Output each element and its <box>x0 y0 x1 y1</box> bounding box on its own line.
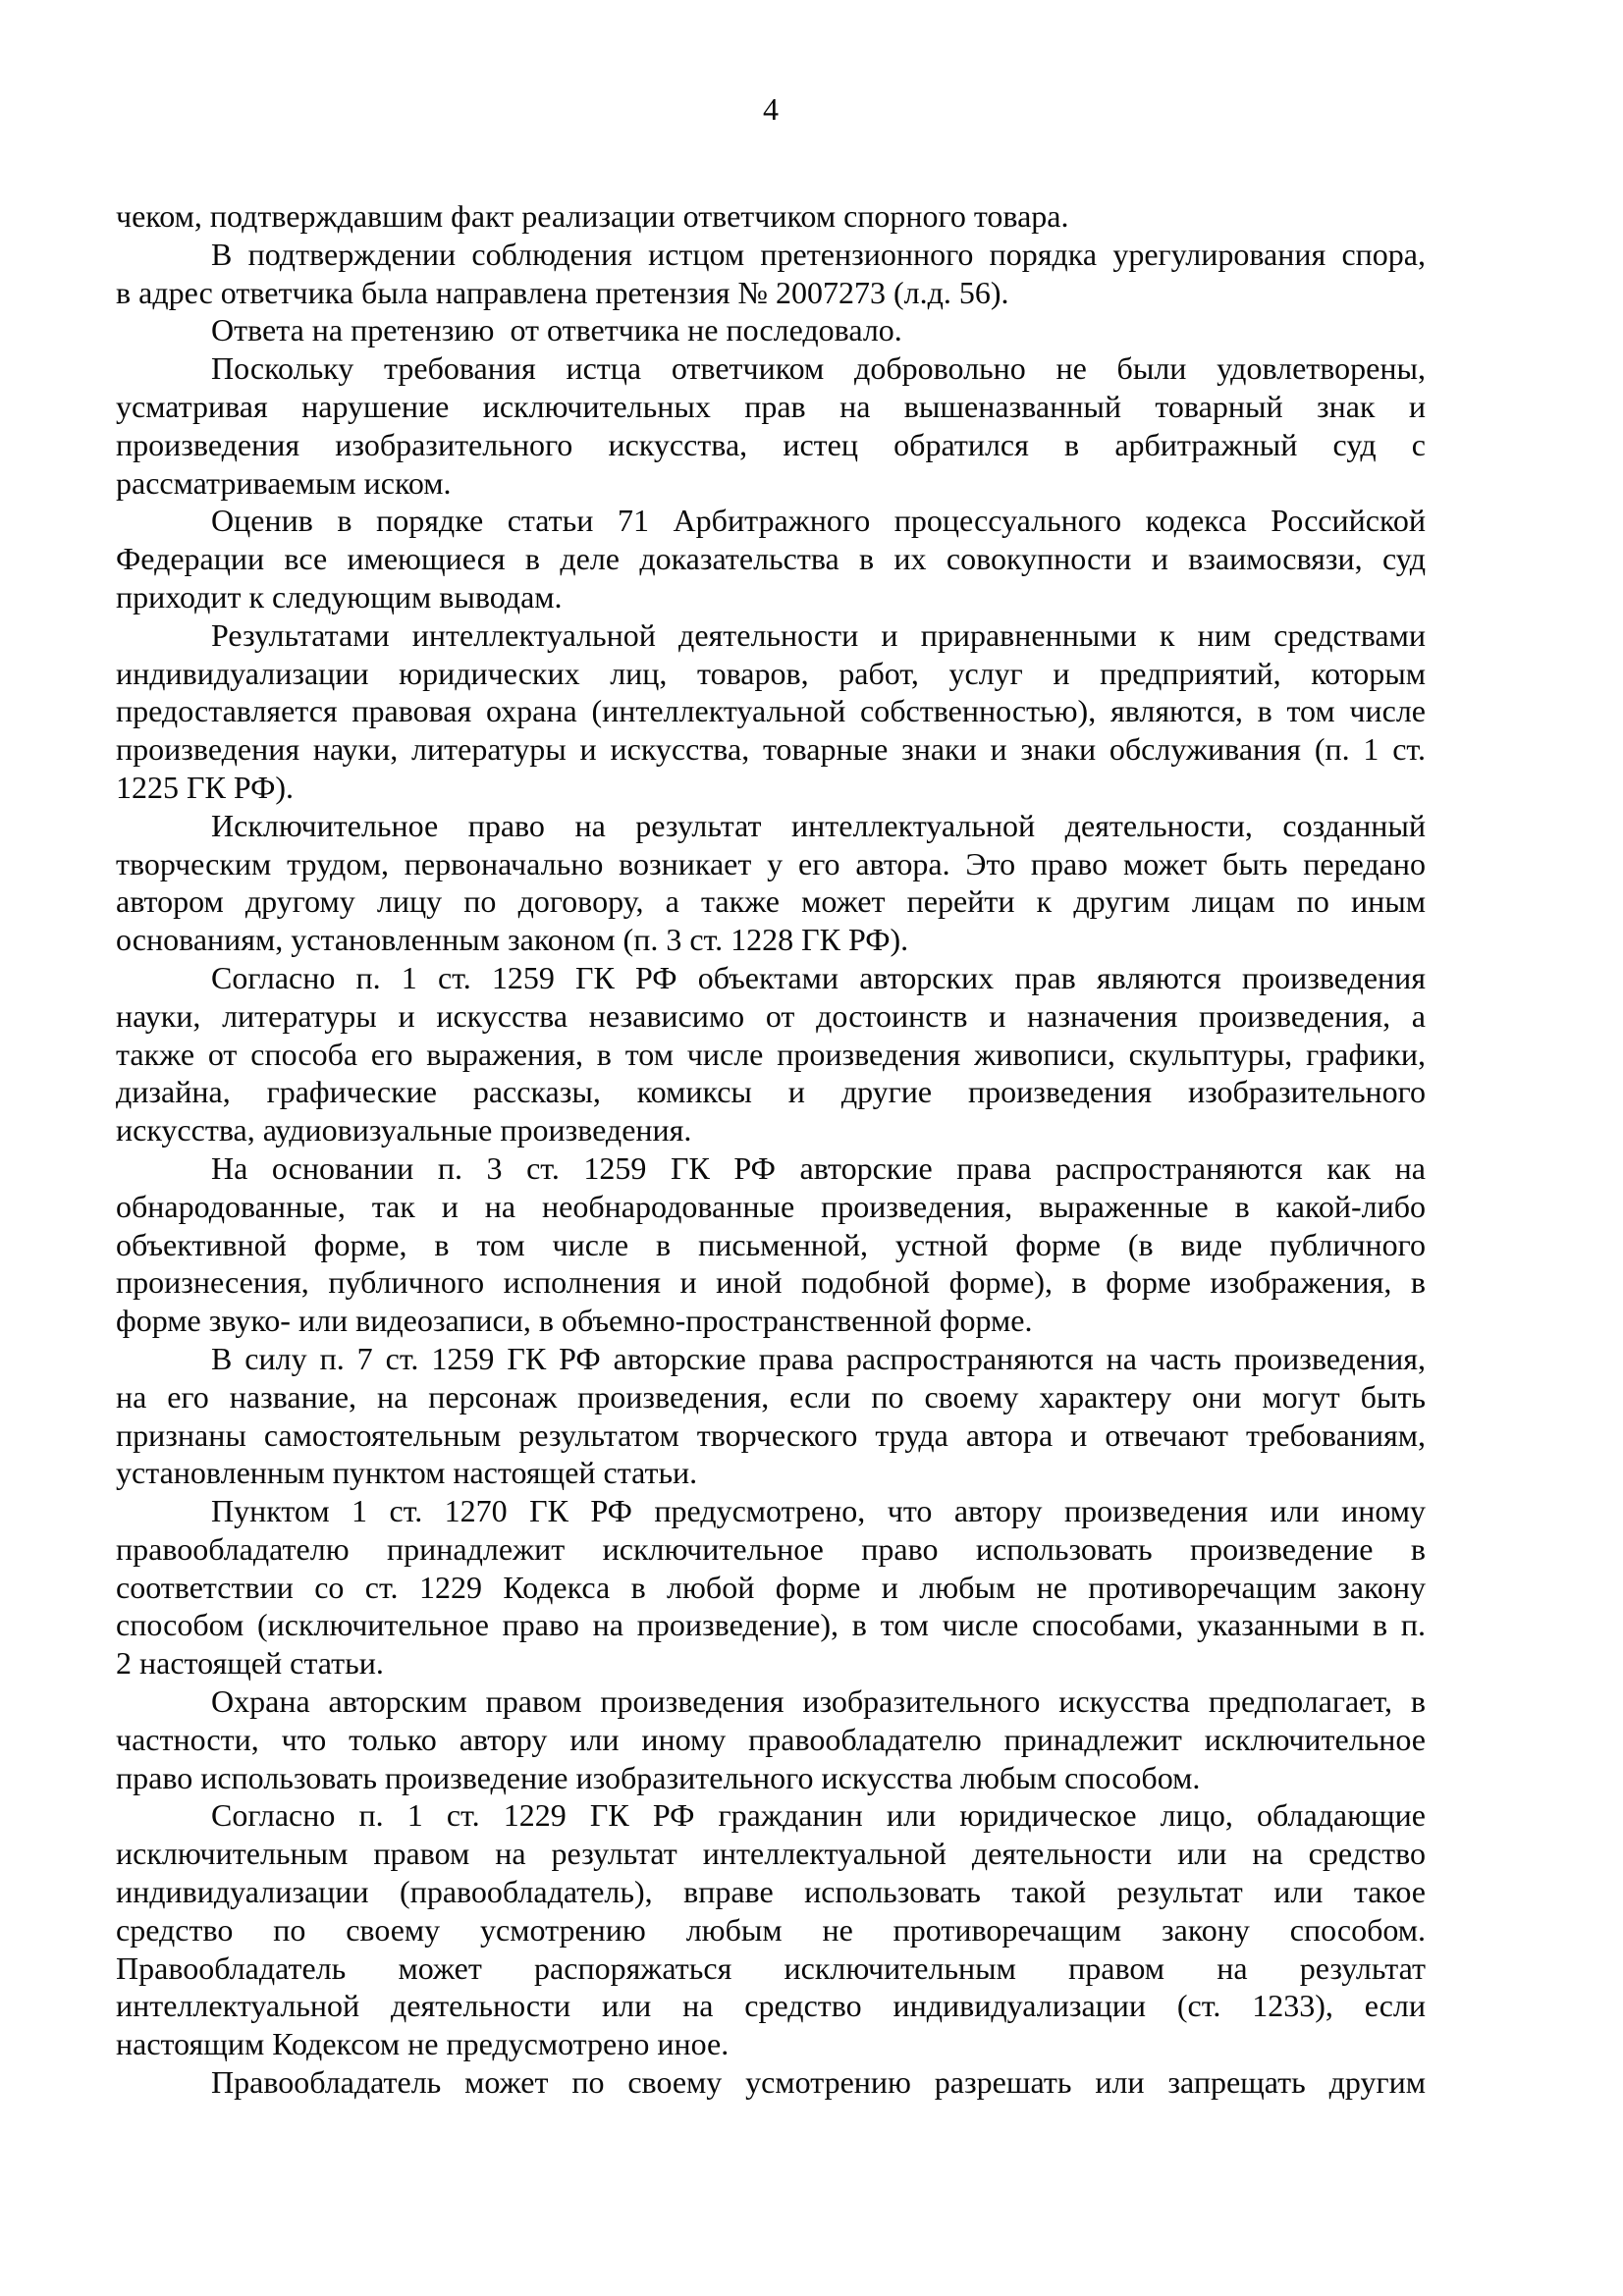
paragraph <box>116 1492 1426 1682</box>
text-line: также от способа его выражения, в том числе произведения живописи, скульптуры, графики, <box>116 1036 1426 1072</box>
text-line: Правообладатель может распоряжаться исключительным правом на результат <box>116 1949 1426 1986</box>
paragraph <box>116 807 1426 959</box>
text-line: На основании п. 3 ст. 1259 ГК РФ авторские права распространяются как на <box>211 1149 1426 1186</box>
paragraph <box>116 1796 1426 2063</box>
paragraph <box>116 349 1426 502</box>
text-line: индивидуализации юридических лиц, товаров, работ, услуг и предприятий, которым <box>116 655 1426 691</box>
text-line: творческим трудом, первоначально возникает у его автора. Это право может быть передано <box>116 845 1426 881</box>
paragraph <box>116 2063 1426 2102</box>
text-line: Федерации все имеющиеся в деле доказательства в их совокупности и взаимосвязи, суд <box>116 541 1426 577</box>
paragraph <box>116 311 1426 349</box>
text-line: Пунктом 1 ст. 1270 ГК РФ предусмотрено, что автору произведения или иному <box>211 1493 1426 1529</box>
paragraph <box>116 502 1426 615</box>
paragraph <box>116 1149 1426 1340</box>
text-line: интеллектуальной деятельности или на средство индивидуализации (ст. 1233), если <box>116 1988 1426 2024</box>
paragraph <box>116 236 1426 312</box>
text-line: установленным пунктом настоящей статьи. <box>116 1455 698 1491</box>
text-line: Оценив в порядке статьи 71 Арбитражного процессуального кодекса Российской <box>211 503 1426 539</box>
text-line: средство по своему усмотрению любым не противоречащим закону способом. <box>116 1911 1426 1948</box>
paragraph <box>116 959 1426 1149</box>
text-line: искусства, аудиовизуальные произведения. <box>116 1112 692 1148</box>
text-line: предоставляется правовая охрана (интеллектуальной собственностью), являются, в том числе <box>116 693 1426 729</box>
text-line: в адрес ответчика была направлена претензия № 2007273 (л.д. 56). <box>116 274 1009 310</box>
text-line: на его название, на персонаж произведения, если по своему характеру они могут быть <box>116 1378 1426 1415</box>
text-line: способом (исключительное право на произведение), в том числе способами, указанными в п. <box>116 1607 1426 1643</box>
text-line: настоящим Кодексом не предусмотрено иное. <box>116 2026 730 2062</box>
text-line: Ответа на претензию от ответчика не последовало. <box>211 312 902 348</box>
text-line: основаниям, установленным законом (п. 3 ст. 1228 ГК РФ). <box>116 922 909 958</box>
page-number: 4 <box>763 91 779 127</box>
text-line: В подтверждении соблюдения истцом претензионного порядка урегулирования спора, <box>211 236 1426 272</box>
paragraph <box>116 616 1426 807</box>
paragraph <box>116 1340 1426 1492</box>
text-line: частности, что только автору или иному правообладателю принадлежит исключительное <box>116 1721 1426 1757</box>
text-line: Правообладатель может по своему усмотрению разрешать или запрещать другим <box>211 2064 1426 2101</box>
text-line: Исключительное право на результат интеллектуальной деятельности, созданный <box>211 807 1426 843</box>
text-line: приходит к следующим выводам. <box>116 578 563 614</box>
text-line: автором другому лицу по договору, а также может перейти к другим лицам по иным <box>116 883 1426 920</box>
text-line: Согласно п. 1 ст. 1259 ГК РФ объектами авторских прав являются произведения <box>211 959 1426 995</box>
text-line: дизайна, графические рассказы, комиксы и другие произведения изобразительного <box>116 1074 1426 1110</box>
paragraph <box>116 1682 1426 1796</box>
text-line: форме звуко- или видеозаписи, в объемно-пространственной форме. <box>116 1303 1033 1339</box>
text-line: Поскольку требования истца ответчиком добровольно не были удовлетворены, <box>211 350 1426 387</box>
text-line: Результатами интеллектуальной деятельности и приравненными к ним средствами <box>211 616 1426 653</box>
text-line: правообладателю принадлежит исключительное право использовать произведение в <box>116 1530 1426 1567</box>
text-line: В силу п. 7 ст. 1259 ГК РФ авторские права распространяются на часть произведения, <box>211 1340 1426 1376</box>
text-line: произведения науки, литературы и искусства, товарные знаки и знаки обслуживания (п. 1 ст. <box>116 731 1426 768</box>
text-line: Охрана авторским правом произведения изобразительного искусства предполагает, в <box>211 1683 1426 1720</box>
text-line: обнародованные, так и на необнародованные произведения, выраженные в какой-либо <box>116 1188 1426 1224</box>
text-line: науки, литературы и искусства независимо от достоинств и назначения произведения, а <box>116 997 1426 1034</box>
paragraph <box>116 197 1426 236</box>
text-line: 2 настоящей статьи. <box>116 1645 384 1682</box>
text-line: индивидуализации (правообладатель), вправе использовать такой результат или такое <box>116 1874 1426 1910</box>
text-line: объективной форме, в том числе в письменной, устной форме (в виде публичного <box>116 1226 1426 1262</box>
text-line: 1225 ГК РФ). <box>116 769 295 805</box>
text-line: право использовать произведение изобразительного искусства любым способом. <box>116 1759 1201 1795</box>
text-line: усматривая нарушение исключительных прав на вышеназванный товарный знак и <box>116 388 1426 424</box>
text-line: исключительным правом на результат интеллектуальной деятельности или на средство <box>116 1836 1426 1872</box>
text-line: чеком, подтверждавшим факт реализации ответчиком спорного товара. <box>116 198 1069 234</box>
text-line: соответствии со ст. 1229 Кодекса в любой форме и любым не противоречащим закону <box>116 1569 1426 1605</box>
text-line: Согласно п. 1 ст. 1229 ГК РФ гражданин или юридическое лицо, обладающие <box>211 1797 1426 1834</box>
text-line: произведения изобразительного искусства, истец обратился в арбитражный суд с <box>116 426 1426 462</box>
text-line: произнесения, публичного исполнения и иной подобной форме), в форме изображения, в <box>116 1264 1426 1301</box>
document-text <box>116 197 1426 2102</box>
text-line: признаны самостоятельным результатом творческого труда автора и отвечают требованиям, <box>116 1416 1426 1453</box>
text-line: рассматриваемым иском. <box>116 464 452 501</box>
